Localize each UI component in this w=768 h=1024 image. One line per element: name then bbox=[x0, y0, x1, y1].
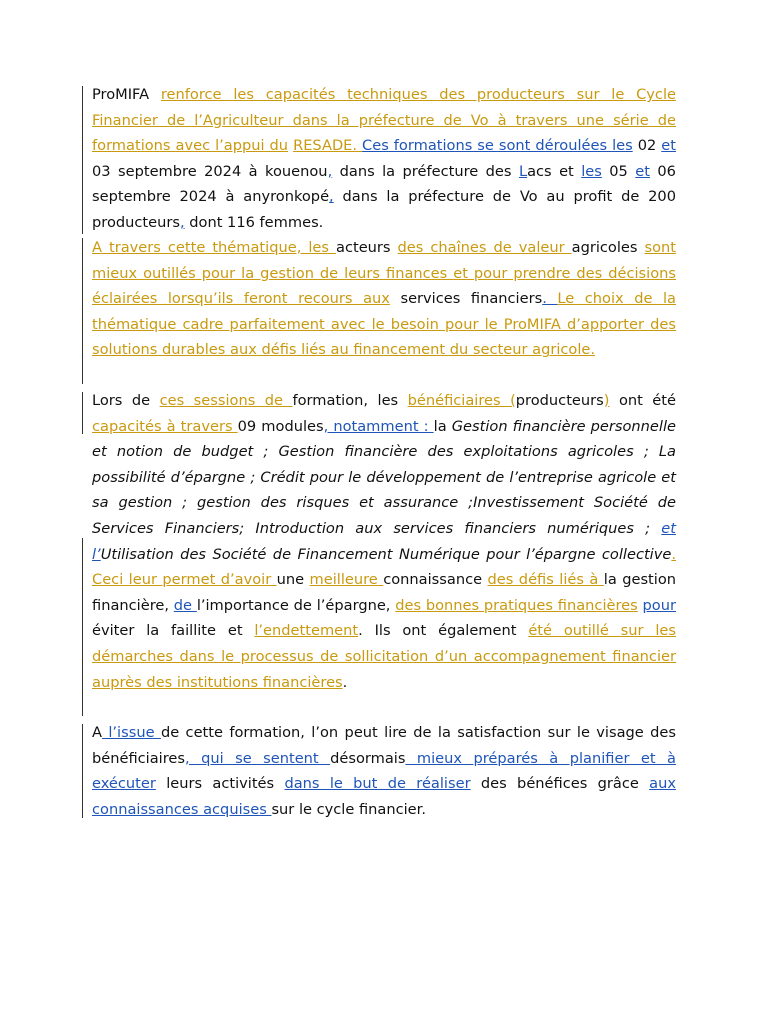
text-run: une bbox=[276, 571, 310, 589]
inserted-text: l’endettement bbox=[254, 622, 359, 640]
revised-text: , notamment : bbox=[323, 417, 434, 435]
change-bar bbox=[82, 538, 83, 716]
inserted-text: ) bbox=[603, 392, 610, 409]
text-run: 09 modules bbox=[237, 417, 324, 435]
text-run: dans la préfecture de Vo au profit de 200 producteurs bbox=[92, 188, 676, 231]
revised-text: dans le but de réaliser bbox=[284, 775, 471, 793]
paragraph-thematique bbox=[92, 235, 676, 363]
text-run: services financiers bbox=[389, 290, 543, 308]
inserted-text: renforce les capacités techniques des producteurs sur le Cycle Financier de l’Agriculteur dans la préfecture de Vo à travers une série de formations avec l’appui du bbox=[92, 86, 676, 155]
revised-text: pour bbox=[642, 596, 676, 614]
text-run: éviter la faillite et bbox=[92, 622, 255, 640]
text-run: ProMIFA bbox=[92, 86, 161, 103]
revised-text: . bbox=[542, 290, 558, 308]
text-run: Lors de bbox=[92, 392, 160, 409]
text-run: désormais bbox=[330, 749, 406, 767]
text-run: dont 116 femmes. bbox=[184, 213, 324, 231]
revised-text: , bbox=[329, 188, 334, 206]
revised-text: aux connaissances acquises bbox=[92, 775, 676, 818]
text-run: agricoles bbox=[571, 239, 645, 256]
text-run: 06 septembre 2024 à anyronkopé bbox=[92, 162, 676, 206]
revised-text: et bbox=[635, 162, 650, 180]
module-list: Gestion financière personnelle et notion de budget ; Gestion financière des exploitations agricoles ; La possibilité d’épargne ; Crédit pour le développement de l’entreprise agricole et sa gestion ; gestion des risques et assurance ;Investissement Société de Services Financiers; Introduction aux services financiers numériques ; bbox=[92, 417, 676, 537]
text-run: des bénéfices grâce bbox=[470, 775, 650, 793]
revised-text: , bbox=[327, 162, 333, 180]
text-run: . Ils ont également bbox=[358, 622, 529, 640]
inserted-text: des chaînes de valeur bbox=[397, 239, 572, 256]
revised-text: , bbox=[179, 213, 185, 231]
text-run: producteurs bbox=[515, 392, 604, 409]
change-bar bbox=[82, 238, 83, 384]
inserted-text: capacités à travers bbox=[92, 417, 238, 435]
revised-text: et l’ bbox=[92, 519, 676, 563]
text-run: 03 septembre 2024 à kouenou bbox=[92, 162, 328, 180]
change-bar bbox=[82, 724, 83, 818]
revised-text: de bbox=[173, 596, 197, 614]
change-bar bbox=[82, 86, 83, 234]
revised-text: l’issue bbox=[101, 724, 161, 741]
revised-text: les bbox=[581, 162, 602, 180]
text-run: acteurs bbox=[336, 239, 398, 256]
revised-text: mieux préparés à planifier et à exécuter bbox=[92, 749, 676, 793]
module-list: Utilisation des Société de Financement Numérique pour l’épargne collective bbox=[100, 545, 672, 563]
text-run: dans la préfecture des bbox=[332, 162, 519, 180]
revised-text: , qui se sentent bbox=[185, 749, 331, 767]
text-run: formation, les bbox=[292, 392, 408, 409]
inserted-text: Le choix de la thématique cadre parfaitement avec le besoin pour le ProMIFA d’apporter des solutions durables aux défis liés au financement du secteur agricole. bbox=[92, 290, 676, 359]
text-run: . bbox=[342, 673, 348, 691]
inserted-text: A travers cette thématique, les bbox=[92, 239, 336, 256]
inserted-text: des défis liés à bbox=[487, 571, 604, 589]
inserted-text: ces sessions de bbox=[159, 392, 293, 409]
text-run: 05 bbox=[601, 162, 636, 180]
text-run: A bbox=[92, 724, 102, 741]
paragraph-conclusion bbox=[92, 720, 676, 822]
revised-text: Ces formations se sont déroulées les bbox=[362, 137, 633, 155]
inserted-text: été outillé sur les démarches dans le processus de sollicitation d’un accompagnement financier auprès des institutions financières bbox=[92, 622, 676, 691]
text-run: ont été bbox=[609, 392, 676, 409]
inserted-text: bénéficiaires ( bbox=[407, 392, 516, 409]
inserted-text: des bonnes pratiques financières bbox=[395, 596, 638, 614]
text-run: 02 bbox=[632, 137, 662, 155]
text-run: de cette formation, l’on peut lire de la satisfaction sur le visage des bénéficiaires bbox=[92, 724, 677, 767]
text-run: leurs activités bbox=[155, 775, 285, 793]
change-bar bbox=[82, 392, 83, 434]
text-run: l’importance de l’épargne, bbox=[196, 596, 396, 614]
inserted-text: meilleure bbox=[309, 571, 384, 589]
revised-text: et bbox=[661, 137, 676, 155]
paragraph-sessions bbox=[92, 388, 676, 695]
inserted-text: Ceci leur permet d’avoir bbox=[92, 571, 277, 589]
inserted-text: . bbox=[671, 545, 676, 563]
text-run: connaissance bbox=[383, 571, 488, 589]
inserted-text: sont mieux outillés pour la gestion de leurs finances et pour prendre des décisions éclairées lorsqu’ils feront recours aux bbox=[92, 239, 676, 308]
text-run: sur le cycle financier. bbox=[271, 800, 426, 818]
inserted-text: RESADE. bbox=[293, 137, 363, 155]
text-run: acs et bbox=[527, 162, 582, 180]
revised-text: L bbox=[518, 162, 528, 180]
text-run: la gestion financière, bbox=[92, 571, 677, 614]
text-run: la bbox=[433, 417, 452, 435]
paragraph-intro bbox=[92, 82, 676, 236]
